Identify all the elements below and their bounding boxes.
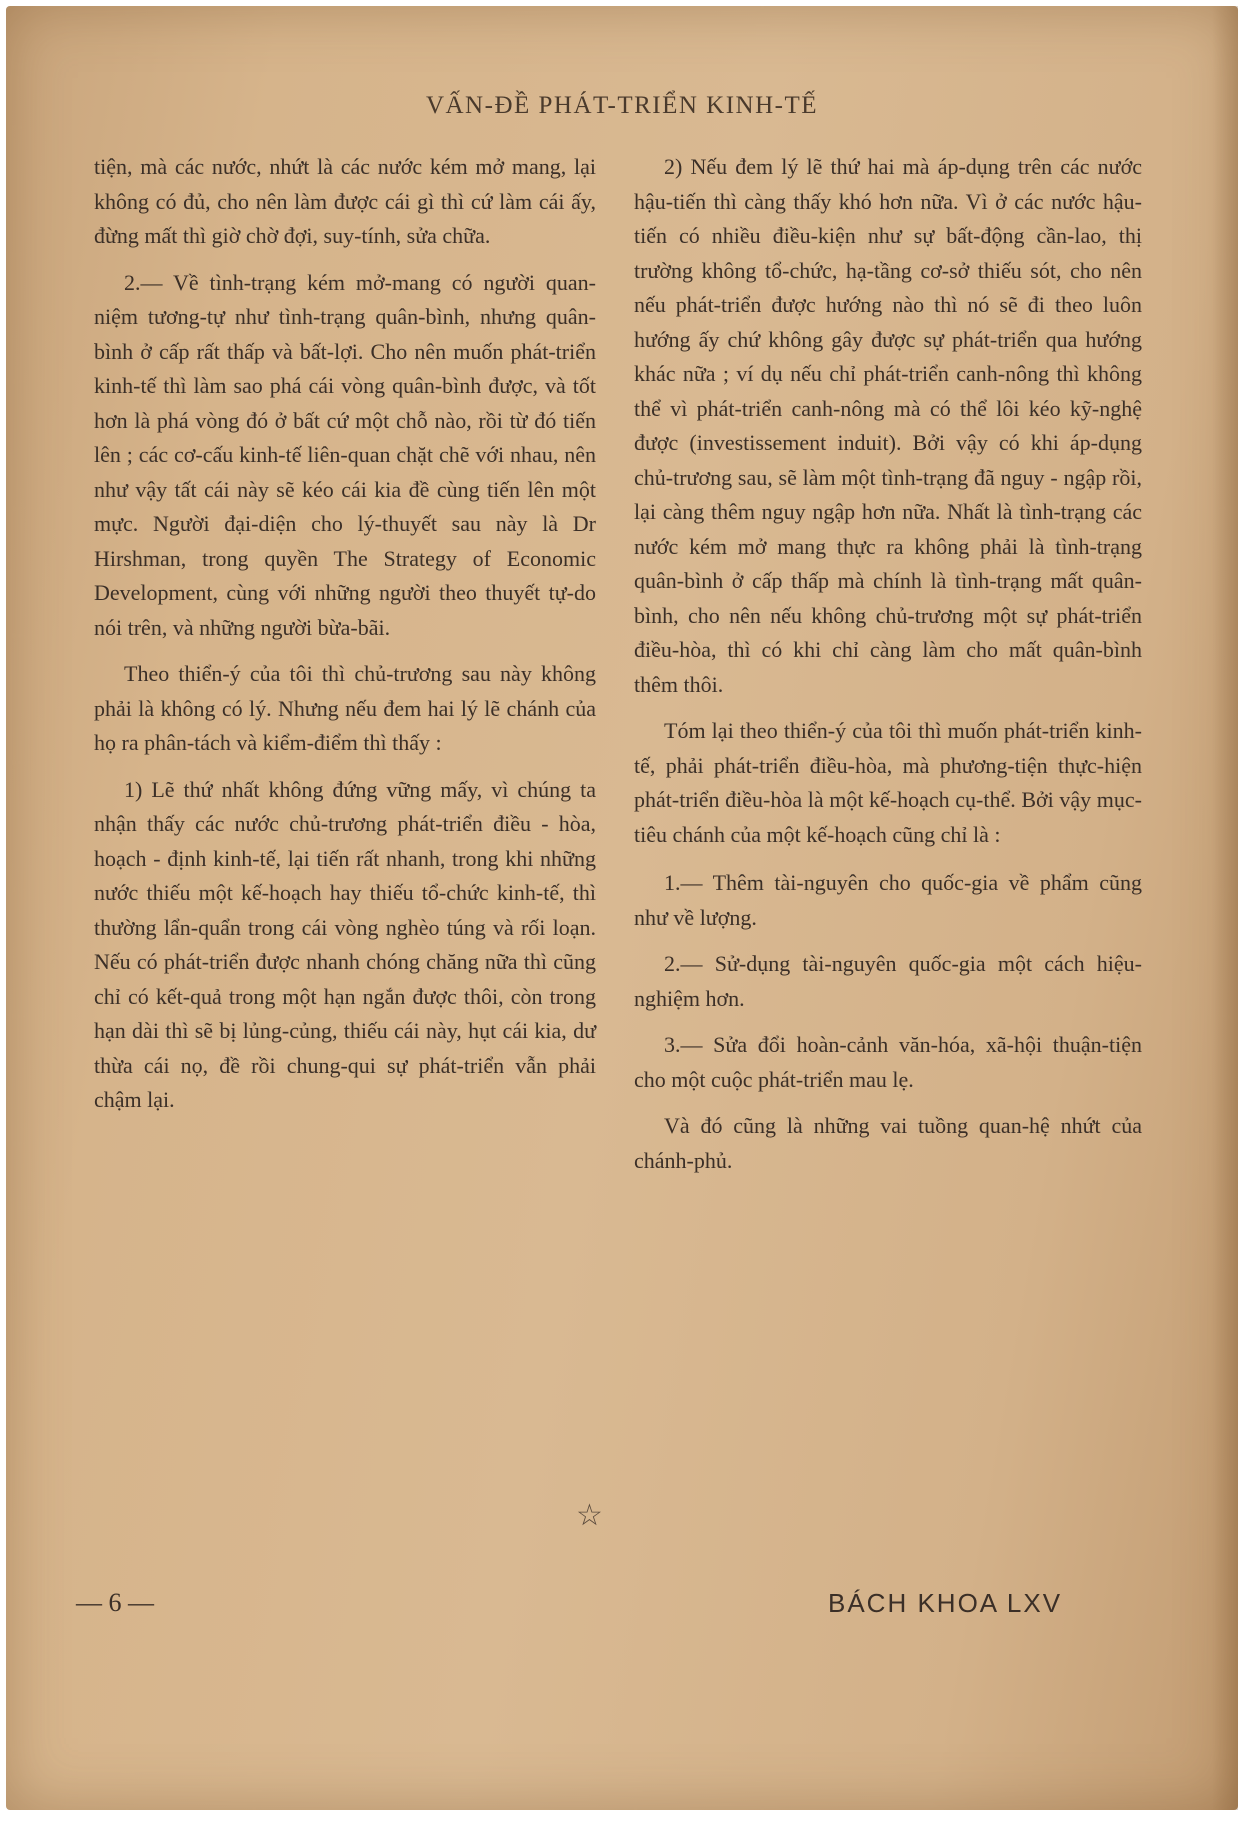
magazine-footer: BÁCH KHOA LXV <box>828 1588 1063 1618</box>
left-column <box>94 150 596 1130</box>
list-item: 2.— Sử-dụng tài-nguyên quốc-gia một cách hiệu-nghiệm hơn. <box>634 951 1142 1011</box>
paragraph: Theo thiển-ý của tôi thì chủ-trương sau này không phải là không có lý. Nhưng nếu đem hai lý lẽ chánh của họ ra phân-tách và kiểm-điểm thì thấy : <box>94 661 596 755</box>
paragraph: 2) Nếu đem lý lẽ thứ hai mà áp-dụng trên các nước hậu-tiến thì càng thấy khó hơn nữa. Vì ở các nước hậu-tiến có nhiều điều-kiện như sự bất-động cần-lao, thị trường không tổ-chức, hạ-tầng cơ-sở thiếu sót, cho nên nếu phát-triển được hướng nào thì nó sẽ đi theo luôn hướng ấy chứ không gây được sự phát-triển qua hướng khác nữa ; ví dụ nếu chỉ phát-triển canh-nông thì không thể vì phát-triển canh-nông mà có thể lôi kéo kỹ-nghệ được (investissement induit). Bởi vậy có khi áp-dụng chủ-trương sau, sẽ làm một tình-trạng đã nguy - ngập rồi, lại càng thêm nguy ngập hơn nữa. Nhất là tình-trạng các nước kém mở mang thực ra không phải là tình-trạng quân-bình ở cấp thấp mà chính là tình-trạng mất quân-bình, cho nên nếu không chủ-trương một sự phát-triển điều-hòa, thì có khi chỉ càng làm cho mất quân-bình thêm thôi. <box>634 154 1142 697</box>
star-ornament-icon: ☆ <box>576 1498 603 1533</box>
right-column <box>634 150 1142 1190</box>
list-item: 1.— Thêm tài-nguyên cho quốc-gia về phẩm cũng như về lượng. <box>634 870 1142 930</box>
paragraph: 2.— Về tình-trạng kém mở-mang có người quan-niệm tương-tự như tình-trạng quân-bình, nhưng quân-bình ở cấp rất thấp và bất-lợi. Cho nên muốn phát-triển kinh-tế thì làm sao phá cái vòng quân-bình được, và tốt hơn là phá vòng đó ở bất cứ một chỗ nào, rồi từ đó tiến lên ; các cơ-cấu kinh-tế liên-quan chặt chẽ với nhau, nên như vậy tất cái này sẽ kéo cái kia đề cùng tiến lên một mực. Người đại-diện cho lý-thuyết sau này là Dr Hirshman, trong quyền The Strategy of Economic Development, cùng với những người theo thuyết tự-do nói trên, và những người bừa-bãi. <box>94 269 596 640</box>
paragraph: 1) Lẽ thứ nhất không đứng vững mấy, vì chúng ta nhận thấy các nước chủ-trương phát-triển điều - hòa, hoạch - định kinh-tế, lại tiến rất nhanh, trong khi những nước thiếu một kế-hoạch hay thiếu tổ-chức kinh-tế, thì thường lẩn-quẩn trong cái vòng nghèo túng và rối loạn. Nếu có phát-triển được nhanh chóng chăng nữa thì cũng chỉ có kết-quả trong một hạn ngắn được thôi, còn trong hạn dài thì sẽ bị lủng-củng, thiếu cái này, hụt cái kia, dư thừa cái nọ, đề rồi chung-qui sự phát-triển vẫn phải chậm lại. <box>94 776 596 1112</box>
paragraph: Tóm lại theo thiển-ý của tôi thì muốn phát-triển kinh-tế, phải phát-triển điều-hòa, mà phương-tiện thực-hiện phát-triển điều-hòa là một kế-hoạch cụ-thể. Bởi vậy mục-tiêu chánh của một kế-hoạch cũng chỉ là : <box>634 718 1142 847</box>
paragraph: tiện, mà các nước, nhứt là các nước kém mở mang, lại không có đủ, cho nên làm được cái gì thì cứ làm cái ấy, đừng mất thì giờ chờ đợi, suy-tính, sửa chữa. <box>94 154 596 248</box>
magazine-page <box>6 6 1238 1810</box>
paragraph: Và đó cũng là những vai tuồng quan-hệ nhứt của chánh-phủ. <box>634 1113 1142 1173</box>
page-number: — 6 — <box>76 1588 154 1617</box>
running-head: VẤN-ĐỀ PHÁT-TRIỂN KINH-TẾ <box>425 92 819 119</box>
list-item: 3.— Sửa đổi hoàn-cảnh văn-hóa, xã-hội thuận-tiện cho một cuộc phát-triển mau lẹ. <box>634 1032 1142 1092</box>
